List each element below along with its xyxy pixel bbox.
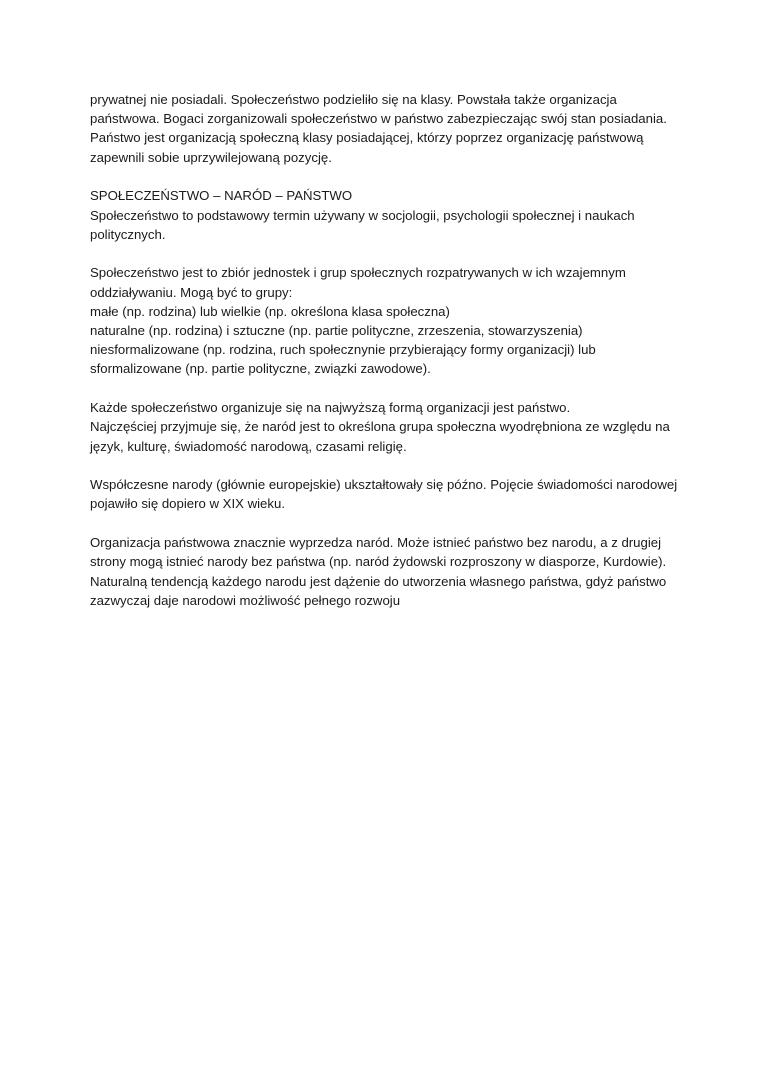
text-line: małe (np. rodzina) lub wielkie (np. określona klasa społeczna) [90,303,450,319]
paragraph [90,90,710,167]
text-line: Organizacja państwowa znacznie wyprzedza naród. Może istnieć państwo bez narodu, a z drugiej [90,535,662,551]
text-line: Społeczeństwo jest to zbiór jednostek i grup społecznych rozpatrywanych w ich wzajemnym [90,265,626,281]
text-line: strony mogą istnieć narody bez państwa (np. naród żydowski rozproszony w diasporze, Kurdowie). [90,554,667,570]
text-line: zapewnili sobie uprzywilejowaną pozycję. [90,149,332,165]
section-heading: SPOŁECZEŃSTWO – NARÓD – PAŃSTWO [90,188,353,204]
text-line: sformalizowane (np. partie polityczne, związki zawodowe). [90,361,431,377]
text-line: Naturalną tendencją każdego narodu jest dążenie do utworzenia własnego państwa, gdyż państwo [90,573,667,589]
text-line: Społeczeństwo to podstawowy termin używany w socjologii, psychologii społecznej i naukach [90,207,635,223]
text-line: pojawiło się dopiero w XIX wieku. [90,496,285,512]
paragraph [90,533,710,610]
paragraph [90,263,710,378]
text-line: Współczesne narody (głównie europejskie) ukształtowały się późno. Pojęcie świadomości narodowej [90,477,678,493]
text-line: prywatnej nie posiadali. Społeczeństwo podzieliło się na klasy. Powstała także organizacja [90,92,617,107]
text-line: państwowa. Bogaci zorganizowali społeczeństwo w państwo zabezpieczając swój stan posiadania. [90,111,667,127]
paragraph [90,398,710,456]
paragraph [90,475,710,513]
text-line: język, kulturę, świadomość narodową, czasami religię. [90,438,407,454]
text-line: Każde społeczeństwo organizuje się na najwyższą formą organizacji jest państwo. [90,400,571,416]
text-line: naturalne (np. rodzina) i sztuczne (np. partie polityczne, zrzeszenia, stowarzyszenia) [90,323,583,339]
section-paragraph-with-heading [90,186,710,244]
text-line: zazwyczaj daje narodowi możliwość pełnego rozwoju [90,592,401,608]
document-body [90,90,710,629]
text-line: oddziaływaniu. Mogą być to grupy: [90,284,293,300]
text-line: Najczęściej przyjmuje się, że naród jest to określona grupa społeczna wyodrębniona ze względu na [90,419,670,435]
text-line: Państwo jest organizacją społeczną klasy posiadającej, którzy poprzez organizację państwową [90,130,644,146]
text-line: politycznych. [90,226,166,242]
text-line: niesformalizowane (np. rodzina, ruch społecznynie przybierający formy organizacji) lub [90,342,596,358]
